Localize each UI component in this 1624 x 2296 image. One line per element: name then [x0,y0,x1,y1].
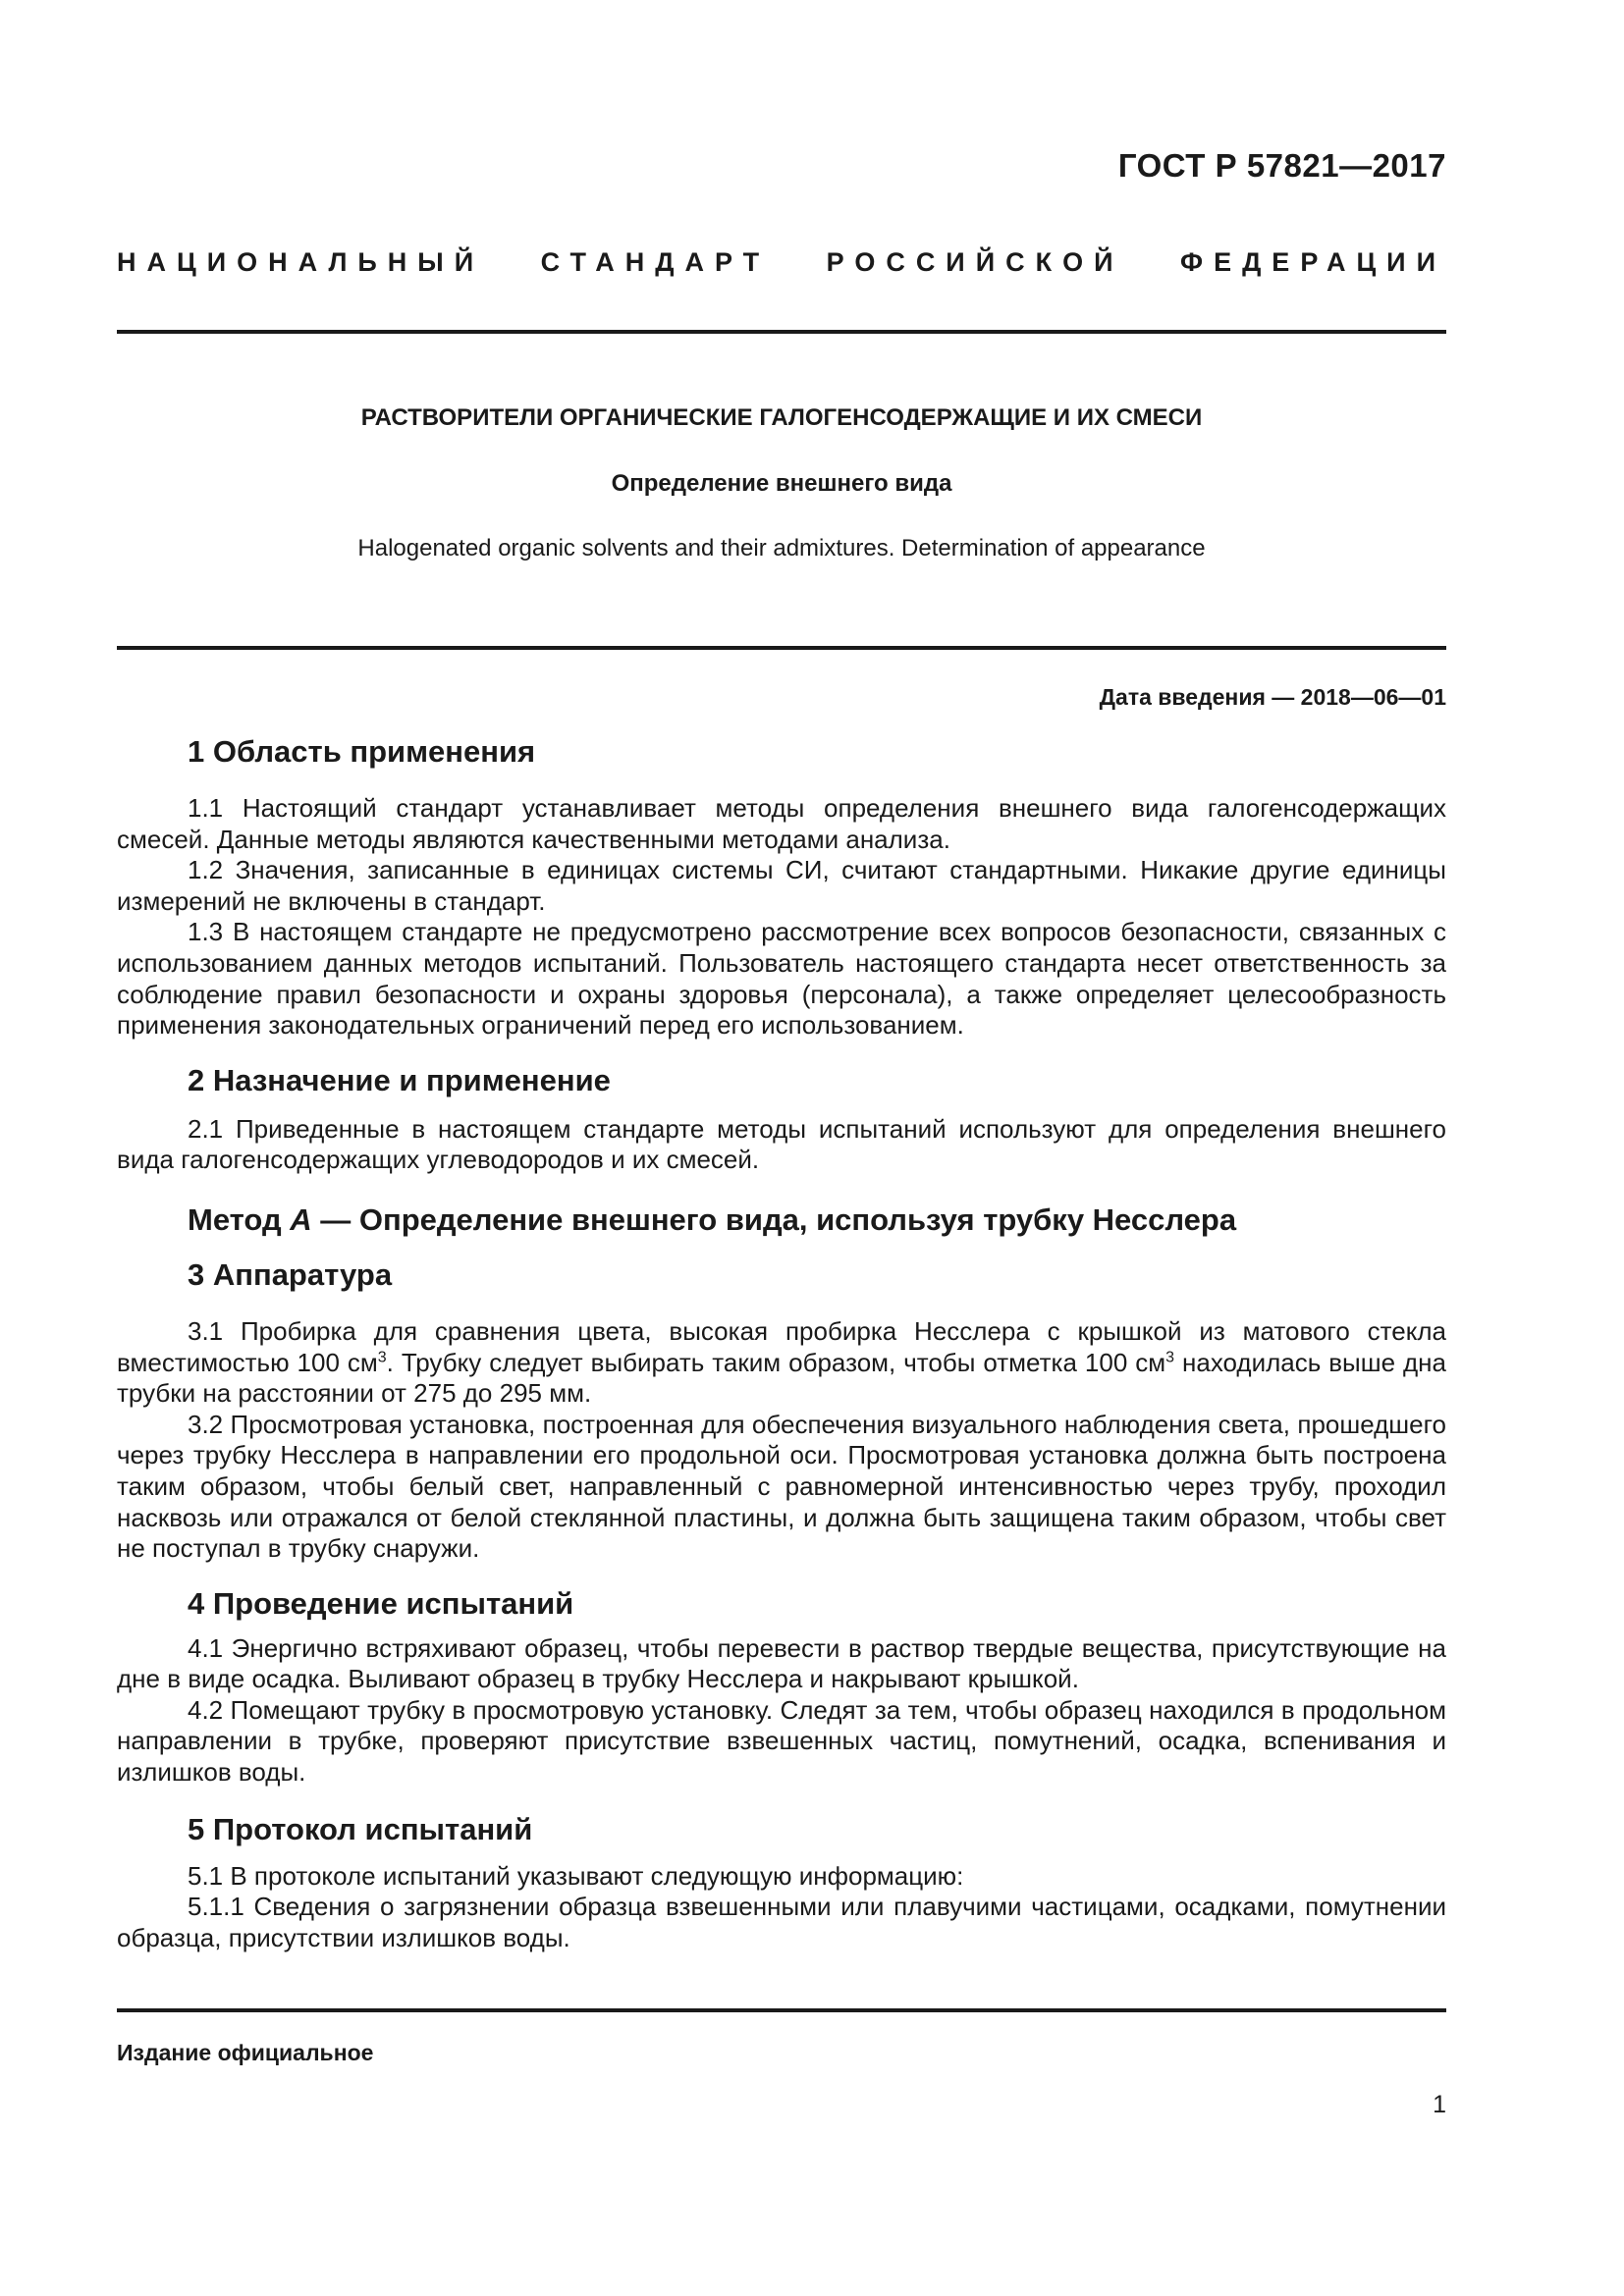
document-title: РАСТВОРИТЕЛИ ОРГАНИЧЕСКИЕ ГАЛОГЕНСОДЕРЖАЩИЕ И ИХ СМЕСИ [360,404,1203,431]
document-title-english: Halogenated organic solvents and their admixtures. Determination of appearance [357,535,1206,561]
section-heading-1: 1 Область применения [188,734,536,769]
official-edition-label: Издание официальное [117,2040,374,2065]
section-heading-4: 4 Проведение испытаний [188,1585,574,1621]
paragraph-3-2: 3.2 Просмотровая установка, построенная для обеспечения визуального наблюдения света, прошедшего через трубку Несслера в направлении его продольной оси. Просмотровая установка должна быть построена таким образом, чтобы белый свет, направленный с равномерной интенсивностью через трубу, проходил насквозь или отражался от белой стеклянной пластины, и должна быть защищена таким образом, чтобы свет не поступал в трубку снаружи. [117,1409,1446,1564]
header-divider [117,330,1446,334]
paragraph-2-1: 2.1 Приведенные в настоящем стандарте методы испытаний используют для определения внешнего вида галогенсодержащих углеводородов и их смесей. [117,1113,1446,1175]
page-number: 1 [1433,2091,1446,2118]
paragraph-1-2: 1.2 Значения, записанные в единицах системы СИ, считают стандартными. Никакие другие единицы измерений не включены в стандарт. [117,855,1446,916]
document-subtitle: Определение внешнего вида [611,470,952,497]
paragraph-5-1: 5.1 В протоколе испытаний указывают следующую информацию: [188,1860,964,1891]
method-heading: Метод А — Определение внешнего вида, используя трубку Несслера [188,1201,1237,1237]
section-heading-5: 5 Протокол испытаний [188,1811,533,1846]
paragraph-4-2: 4.2 Помещают трубку в просмотровую установку. Следят за тем, чтобы образец находился в продольном направлении в трубке, проверяют присутствие взвешенных частиц, помутнений, осадка, вспенивания и излишков воды. [117,1694,1446,1788]
paragraph-4-1: 4.1 Энергично встряхивают образец, чтобы перевести в раствор твердые вещества, присутствующие на дне в виде осадка. Выливают образец в трубку Несслера и накрывают крышкой. [117,1632,1446,1694]
standard-code: ГОСТ Р 57821—2017 [1117,147,1446,184]
title-divider [117,646,1446,650]
paragraph-5-1-1: 5.1.1 Сведения о загрязнении образца взвешенными или плавучими частицами, осадками, помутнении образца, присутствии излишков воды. [117,1892,1446,1952]
paragraph-1-3: 1.3 В настоящем стандарте не предусмотрено рассмотрение всех вопросов безопасности, связанных с использованием данных методов испытаний. Пользователь настоящего стандарта несет ответственность за соблюдение правил безопасности и охраны здоровья (персонала), а также определяет целесообразность применения законодательных ограничений перед его использованием. [117,917,1446,1041]
paragraph-1-1: 1.1 Настоящий стандарт устанавливает методы определения внешнего вида галогенсодержащих смесей. Данные методы являются качественными методами анализа. [117,793,1446,854]
national-standard-banner: НАЦИОНАЛЬНЫЙ СТАНДАРТ РОССИЙСКОЙ ФЕДЕРАЦИИ [117,247,1446,277]
paragraph-3-1: 3.1 Пробирка для сравнения цвета, высокая пробирка Несслера с крышкой из матового стекла вместимостью 100 $см^3$. Трубку следует выбирать таким образом, чтобы отметка 100 $см^3$ находилась выше дна трубки на расстоянии от 275 до 295 мм. [117,1315,1447,1409]
section-heading-3: 3 Аппаратура [188,1256,393,1292]
document-body [117,726,1446,1953]
section-heading-2: 2 Назначение и применение [188,1062,611,1097]
introduction-date: Дата введения — 2018—06—01 [1099,684,1446,710]
footer-divider [117,2008,1446,2012]
